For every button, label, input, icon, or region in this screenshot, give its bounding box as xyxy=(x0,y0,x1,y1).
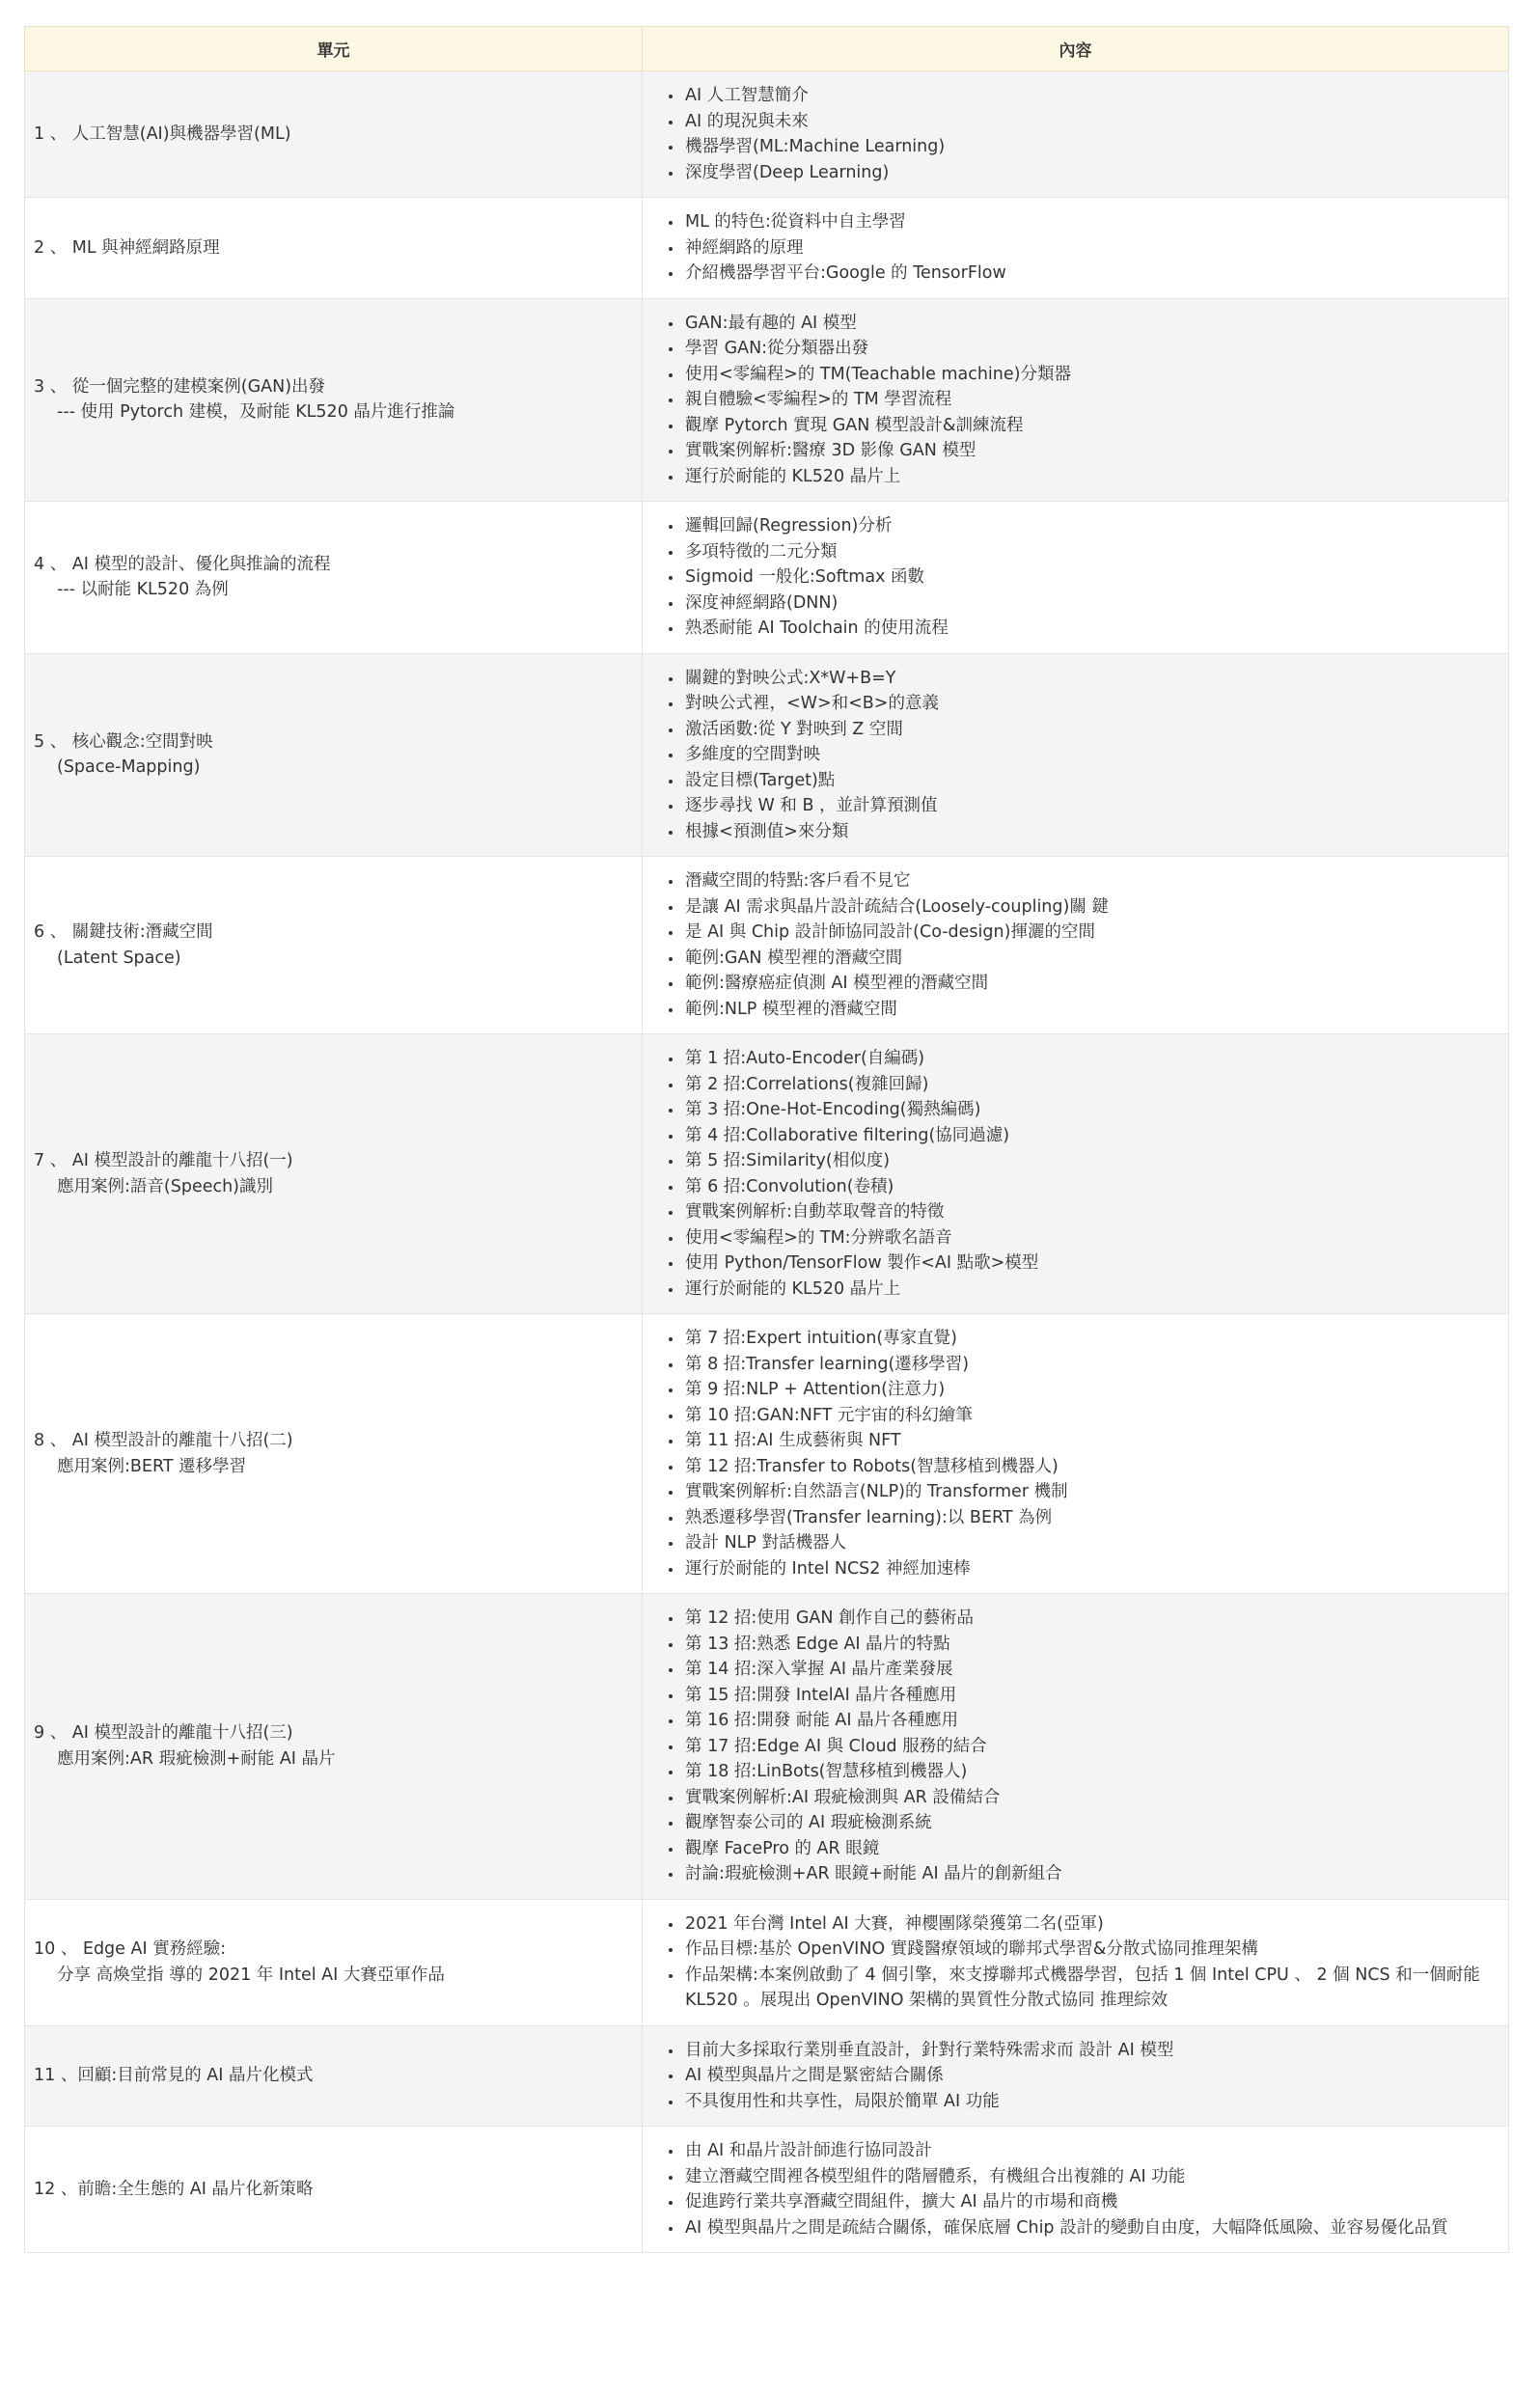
list-item: • 第 13 招:熟悉 Edge AI 晶片的特點 xyxy=(683,1632,1508,1658)
list-item: • 潛藏空間的特點:客戶看不見它 xyxy=(683,868,1508,894)
unit-subtitle: 分享 高煥堂指 導的 2021 年 Intel AI 大賽亞軍作品 xyxy=(57,1965,445,1985)
list-item: • 範例:醫療癌症偵測 AI 模型裡的潛藏空間 xyxy=(683,971,1508,997)
list-item: • 設定目標(Target)點 xyxy=(683,768,1508,794)
list-item: • 逐步尋找 W 和 B ，並計算預測值 xyxy=(683,793,1508,819)
list-item: • 親自體驗<零編程>的 TM 學習流程 xyxy=(683,387,1508,413)
content-cell xyxy=(643,857,1509,1034)
unit-title: 4 、 AI 模型的設計、優化與推論的流程 xyxy=(34,554,331,574)
list-item: • 第 18 招:LinBots(智慧移植到機器人) xyxy=(683,1759,1508,1785)
content-cell xyxy=(643,653,1509,857)
table-row xyxy=(25,653,1509,857)
unit-subtitle: 應用案例:AR 瑕疵檢測+耐能 AI 晶片 xyxy=(57,1748,336,1769)
unit-subtitle: 應用案例:語音(Speech)識別 xyxy=(57,1176,274,1196)
content-cell xyxy=(643,1034,1509,1314)
list-item: • 機器學習(ML:Machine Learning) xyxy=(683,134,1508,160)
list-item: • 第 6 招:Convolution(卷積) xyxy=(683,1174,1508,1200)
unit-title: 6 、 關鍵技術:潛藏空間 xyxy=(34,922,213,942)
list-item: • 第 1 招:Auto-Encoder(自編碼) xyxy=(683,1046,1508,1072)
table-body xyxy=(25,71,1509,2253)
table-row xyxy=(25,857,1509,1034)
list-item: • 多項特徵的二元分類 xyxy=(683,539,1508,565)
unit-subtitle: 應用案例:BERT 遷移學習 xyxy=(57,1456,247,1476)
content-cell xyxy=(643,2025,1509,2127)
table-row xyxy=(25,502,1509,654)
list-item: • 2021 年台灣 Intel AI 大賽，神櫻團隊榮獲第二名(亞軍) xyxy=(683,1911,1508,1938)
list-item: • 根據<預測值>來分類 xyxy=(683,819,1508,845)
list-item: • 熟悉耐能 AI Toolchain 的使用流程 xyxy=(683,616,1508,642)
content-cell xyxy=(643,298,1509,502)
list-item: • 第 11 招:AI 生成藝術與 NFT xyxy=(683,1428,1508,1454)
list-item: • ML 的特色:從資料中自主學習 xyxy=(683,209,1508,235)
list-item: • 第 9 招:NLP + Attention(注意力) xyxy=(683,1377,1508,1403)
list-item: • 是讓 AI 需求與晶片設計疏結合(Loosely-coupling)關 鍵 xyxy=(683,894,1508,921)
content-list xyxy=(664,311,1508,490)
content-list xyxy=(664,868,1508,1022)
list-item: • 對映公式裡，<W>和<B>的意義 xyxy=(683,691,1508,717)
list-item: • 不具復用性和共享性，局限於簡單 AI 功能 xyxy=(683,2089,1508,2115)
unit-cell xyxy=(25,502,643,654)
unit-cell xyxy=(25,2025,643,2127)
unit-cell xyxy=(25,198,643,299)
list-item: • 觀摩 FacePro 的 AR 眼鏡 xyxy=(683,1836,1508,1862)
unit-cell xyxy=(25,857,643,1034)
table-row xyxy=(25,298,1509,502)
unit-title: 12 、前瞻:全生態的 AI 晶片化新策略 xyxy=(34,2179,314,2199)
list-item: • 第 10 招:GAN:NFT 元宇宙的科幻繪筆 xyxy=(683,1403,1508,1429)
list-item: • 運行於耐能的 KL520 晶片上 xyxy=(683,1277,1508,1303)
list-item: • 目前大多採取行業別垂直設計，針對行業特殊需求而 設計 AI 模型 xyxy=(683,2038,1508,2064)
list-item: • AI 模型與晶片之間是疏結合關係，確保底層 Chip 設計的變動自由度，大幅降低風險、並容易優化品質 xyxy=(683,2215,1508,2241)
unit-subtitle: (Latent Space) xyxy=(57,948,181,968)
content-list xyxy=(664,513,1508,642)
course-outline xyxy=(24,26,1508,2253)
list-item: • 運行於耐能的 Intel NCS2 神經加速棒 xyxy=(683,1556,1508,1582)
list-item: • 實戰案例解析:AI 瑕疵檢測與 AR 設備結合 xyxy=(683,1785,1508,1811)
list-item: • 討論:瑕疵檢測+AR 眼鏡+耐能 AI 晶片的創新組合 xyxy=(683,1861,1508,1887)
content-list xyxy=(664,2138,1508,2240)
list-item: • 作品架構:本案例啟動了 4 個引擎，來支撐聯邦式機器學習，包括 1 個 Intel CPU 、 2 個 NCS 和一個耐能 KL520 。展現出 OpenVINO 架構的異質性分散式協同 推理綜效 xyxy=(683,1963,1508,2014)
content-list xyxy=(664,1911,1508,2014)
unit-title: 2 、 ML 與神經網路原理 xyxy=(34,237,220,258)
list-item: • 建立潛藏空間裡各模型組件的階層體系，有機組合出複雜的 AI 功能 xyxy=(683,2164,1508,2190)
list-item: • 促進跨行業共享潛藏空間組件，擴大 AI 晶片的市場和商機 xyxy=(683,2189,1508,2215)
unit-cell xyxy=(25,653,643,857)
list-item: • 第 4 招:Collaborative filtering(協同過濾) xyxy=(683,1123,1508,1149)
unit-cell xyxy=(25,1899,643,2025)
header-unit: 單元 xyxy=(25,27,643,71)
course-table xyxy=(24,26,1509,2253)
list-item: • 運行於耐能的 KL520 晶片上 xyxy=(683,464,1508,490)
list-item: • 關鍵的對映公式:X*W+B=Y xyxy=(683,666,1508,692)
content-list xyxy=(664,1606,1508,1887)
list-item: • 設計 NLP 對話機器人 xyxy=(683,1530,1508,1556)
list-item: • 第 12 招:Transfer to Robots(智慧移植到機器人) xyxy=(683,1454,1508,1480)
list-item: • 使用<零編程>的 TM:分辨歌名語音 xyxy=(683,1225,1508,1251)
content-list xyxy=(664,209,1508,287)
content-cell xyxy=(643,1899,1509,2025)
table-row xyxy=(25,71,1509,198)
unit-subtitle: --- 以耐能 KL520 為例 xyxy=(57,580,229,600)
list-item: • 第 5 招:Similarity(相似度) xyxy=(683,1148,1508,1174)
table-row xyxy=(25,1034,1509,1314)
table-row xyxy=(25,2127,1509,2253)
content-cell xyxy=(643,2127,1509,2253)
content-list xyxy=(664,83,1508,185)
list-item: • 使用<零編程>的 TM(Teachable machine)分類器 xyxy=(683,362,1508,388)
list-item: • 多維度的空間對映 xyxy=(683,742,1508,768)
list-item: • 邏輯回歸(Regression)分析 xyxy=(683,513,1508,539)
list-item: • 第 15 招:開發 IntelAI 晶片各種應用 xyxy=(683,1683,1508,1709)
table-row xyxy=(25,198,1509,299)
list-item: • 第 3 招:One-Hot-Encoding(獨熱編碼) xyxy=(683,1097,1508,1123)
list-item: • 實戰案例解析:自然語言(NLP)的 Transformer 機制 xyxy=(683,1479,1508,1505)
list-item: • 由 AI 和晶片設計師進行協同設計 xyxy=(683,2138,1508,2164)
list-item: • 第 2 招:Correlations(複雜回歸) xyxy=(683,1072,1508,1098)
list-item: • 激活函數:從 Y 對映到 Z 空間 xyxy=(683,717,1508,743)
content-list xyxy=(664,2038,1508,2115)
unit-title: 8 、 AI 模型設計的離龍十八招(二) xyxy=(34,1431,293,1450)
table-row xyxy=(25,1594,1509,1900)
list-item: • 是 AI 與 Chip 設計師協同設計(Co-design)揮灑的空間 xyxy=(683,920,1508,946)
list-item: • AI 的現況與未來 xyxy=(683,109,1508,135)
table-row xyxy=(25,1314,1509,1594)
list-item: • 第 14 招:深入掌握 AI 晶片產業發展 xyxy=(683,1657,1508,1683)
unit-title: 3 、 從一個完整的建模案例(GAN)出發 xyxy=(34,376,326,397)
list-item: • 介紹機器學習平台:Google 的 TensorFlow xyxy=(683,261,1508,287)
list-item: • 深度神經網路(DNN) xyxy=(683,591,1508,617)
list-item: • 範例:GAN 模型裡的潛藏空間 xyxy=(683,946,1508,972)
list-item: • 實戰案例解析:醫療 3D 影像 GAN 模型 xyxy=(683,438,1508,464)
unit-cell xyxy=(25,71,643,198)
content-list xyxy=(664,666,1508,845)
list-item: • 實戰案例解析:自動萃取聲音的特徵 xyxy=(683,1199,1508,1225)
unit-subtitle: --- 使用 Pytorch 建模，及耐能 KL520 晶片進行推論 xyxy=(57,402,455,423)
content-list xyxy=(664,1046,1508,1302)
unit-cell xyxy=(25,1594,643,1900)
list-item: • 第 12 招:使用 GAN 創作自己的藝術品 xyxy=(683,1606,1508,1632)
list-item: • 第 16 招:開發 耐能 AI 晶片各種應用 xyxy=(683,1708,1508,1734)
list-item: • 深度學習(Deep Learning) xyxy=(683,160,1508,186)
list-item: • Sigmoid 一般化:Softmax 函數 xyxy=(683,564,1508,591)
list-item: • 觀摩 Pytorch 實現 GAN 模型設計&訓練流程 xyxy=(683,413,1508,439)
table-row xyxy=(25,1899,1509,2025)
list-item: • 範例:NLP 模型裡的潛藏空間 xyxy=(683,997,1508,1023)
content-cell xyxy=(643,71,1509,198)
unit-title: 7 、 AI 模型設計的離龍十八招(一) xyxy=(34,1151,293,1170)
unit-cell xyxy=(25,1034,643,1314)
unit-cell xyxy=(25,298,643,502)
list-item: • 作品目標:基於 OpenVINO 實踐醫療領域的聯邦式學習&分散式協同推理架構 xyxy=(683,1937,1508,1963)
content-cell xyxy=(643,1314,1509,1594)
content-cell xyxy=(643,502,1509,654)
unit-title: 10 、 Edge AI 實務經驗: xyxy=(34,1939,227,1959)
list-item: • 神經網路的原理 xyxy=(683,235,1508,261)
list-item: • AI 模型與晶片之間是緊密結合關係 xyxy=(683,2063,1508,2089)
unit-title: 5 、 核心觀念:空間對映 xyxy=(34,731,213,752)
list-item: • 使用 Python/TensorFlow 製作<AI 點歌>模型 xyxy=(683,1250,1508,1277)
list-item: • 第 7 招:Expert intuition(專家直覺) xyxy=(683,1326,1508,1352)
list-item: • 觀摩智泰公司的 AI 瑕疵檢測系統 xyxy=(683,1810,1508,1836)
list-item: • 第 17 招:Edge AI 與 Cloud 服務的結合 xyxy=(683,1734,1508,1760)
unit-title: 1 、 人工智慧(AI)與機器學習(ML) xyxy=(34,124,291,144)
unit-subtitle: (Space-Mapping) xyxy=(57,757,201,778)
list-item: • GAN:最有趣的 AI 模型 xyxy=(683,311,1508,337)
list-item: • 熟悉遷移學習(Transfer learning):以 BERT 為例 xyxy=(683,1505,1508,1531)
list-item: • AI 人工智慧簡介 xyxy=(683,83,1508,109)
table-row xyxy=(25,2025,1509,2127)
content-cell xyxy=(643,1594,1509,1900)
unit-cell xyxy=(25,2127,643,2253)
content-cell xyxy=(643,198,1509,299)
header-content: 內容 xyxy=(643,27,1509,71)
unit-title: 9 、 AI 模型設計的離龍十八招(三) xyxy=(34,1723,293,1744)
list-item: • 學習 GAN:從分類器出發 xyxy=(683,336,1508,362)
list-item: • 第 8 招:Transfer learning(遷移學習) xyxy=(683,1352,1508,1378)
unit-title: 11 、回顧:目前常見的 AI 晶片化模式 xyxy=(34,2066,314,2085)
content-list xyxy=(664,1326,1508,1581)
table-header-row xyxy=(25,27,1509,71)
unit-cell xyxy=(25,1314,643,1594)
